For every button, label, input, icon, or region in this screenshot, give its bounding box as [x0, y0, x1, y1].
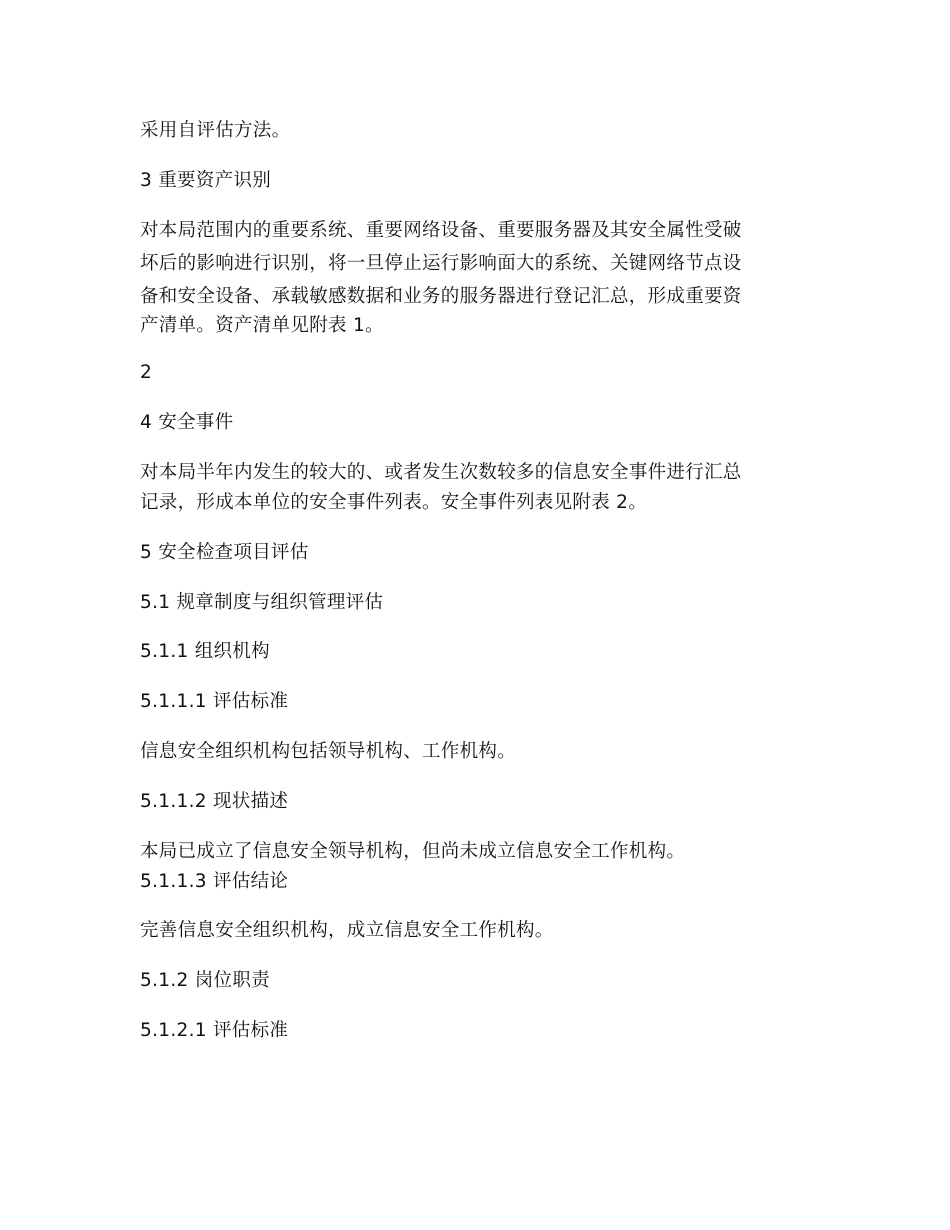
heading-5-1-1-1-criteria: 5.1.1.1 评估标准 [140, 691, 289, 712]
heading-5-1-regulations: 5.1 规章制度与组织管理评估 [140, 592, 384, 613]
page-number: 2 [140, 362, 153, 383]
paragraph-conclusion: 完善信息安全组织机构，成立信息安全工作机构。 [140, 920, 554, 941]
heading-3-asset-identification: 3 重要资产识别 [140, 170, 272, 191]
paragraph-asset-line-2: 坏后的影响进行识别，将一旦停止运行影响面大的系统、关键网络节点设 [140, 253, 742, 274]
paragraph-status: 本局已成立了信息安全领导机构，但尚未成立信息安全工作机构。 [140, 841, 686, 862]
paragraph-self-assessment: 采用自评估方法。 [140, 120, 291, 141]
heading-5-1-1-3-conclusion: 5.1.1.3 评估结论 [140, 871, 289, 892]
heading-5-1-2-1-criteria: 5.1.2.1 评估标准 [140, 1020, 289, 1041]
paragraph-asset-line-4: 产清单。资产清单见附表 1。 [140, 315, 384, 336]
heading-5-inspection-assessment: 5 安全检查项目评估 [140, 542, 309, 563]
heading-4-security-events: 4 安全事件 [140, 412, 234, 433]
paragraph-events-line-1: 对本局半年内发生的较大的、或者发生次数较多的信息安全事件进行汇总 [140, 462, 742, 483]
heading-5-1-1-2-status: 5.1.1.2 现状描述 [140, 791, 289, 812]
paragraph-events-line-2: 记录，形成本单位的安全事件列表。安全事件列表见附表 2。 [140, 492, 648, 513]
heading-5-1-1-organization: 5.1.1 组织机构 [140, 641, 270, 662]
paragraph-asset-line-3: 备和安全设备、承载敏感数据和业务的服务器进行登记汇总，形成重要资 [140, 286, 742, 307]
heading-5-1-2-responsibilities: 5.1.2 岗位职责 [140, 970, 270, 991]
paragraph-asset-line-1: 对本局范围内的重要系统、重要网络设备、重要服务器及其安全属性受破 [140, 220, 742, 241]
paragraph-criteria: 信息安全组织机构包括领导机构、工作机构。 [140, 741, 517, 762]
